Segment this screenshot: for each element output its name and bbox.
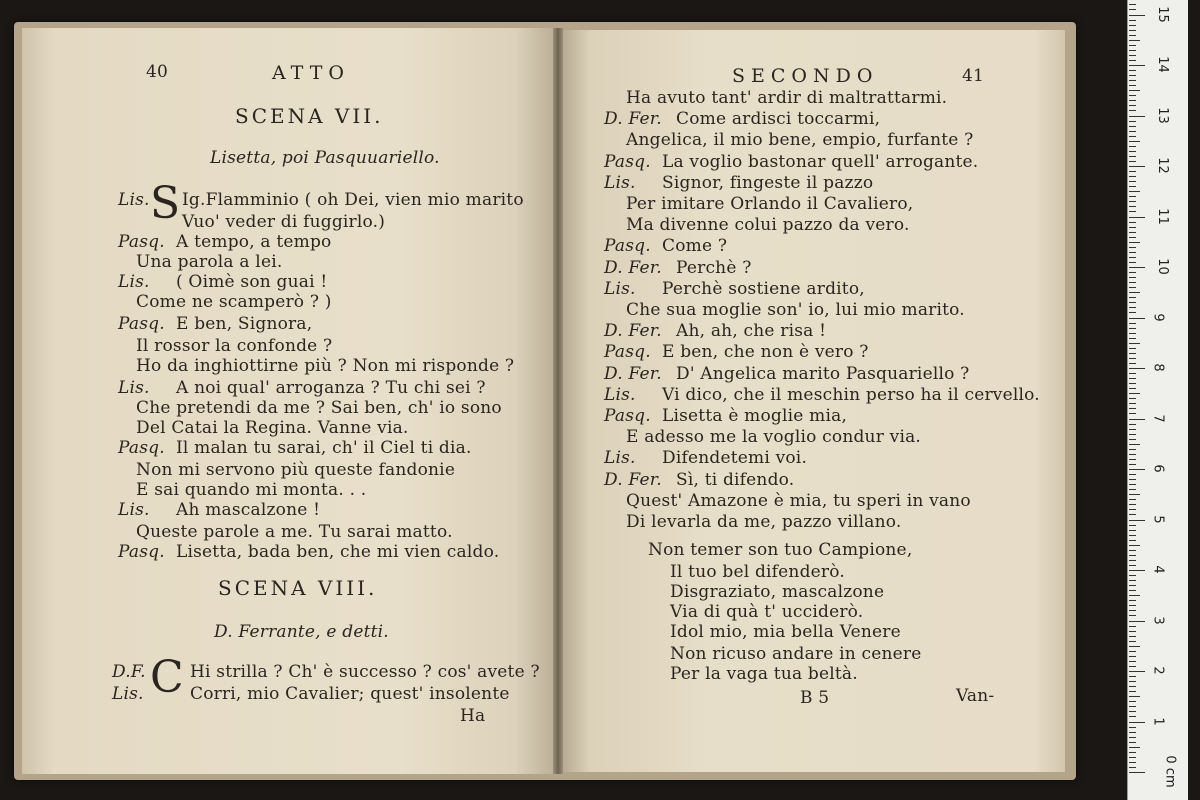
ruler-tick — [1129, 287, 1136, 288]
ruler-tick — [1129, 40, 1140, 41]
ruler-tick — [1129, 176, 1136, 177]
speaker-label: Pasq. — [118, 542, 165, 562]
ruler-tick — [1129, 469, 1145, 470]
ruler-tick — [1129, 242, 1140, 243]
speaker-label: D. Fer. — [604, 321, 662, 342]
ruler-tick — [1129, 146, 1136, 147]
ruler-tick — [1129, 312, 1136, 313]
speaker-label: D. Fer. — [604, 469, 662, 490]
speaker-label: Pasq. — [118, 314, 165, 334]
ruler-tick — [1129, 9, 1136, 10]
ruler-label: 12 — [1154, 157, 1170, 174]
ruler-tick — [1129, 509, 1136, 510]
ruler-tick — [1129, 65, 1145, 66]
speaker-label: D. Fer. — [604, 363, 662, 384]
ruler-label: 13 — [1154, 106, 1170, 124]
verse-line: Ha avuto tant' ardir di maltrattarmi. — [626, 88, 948, 108]
ruler-tick — [1129, 252, 1136, 253]
ruler-tick — [1129, 272, 1136, 273]
ruler-tick — [1129, 318, 1145, 319]
verse-line: D' Angelica marito Pasquariello ? — [676, 363, 970, 384]
running-head: ATTO — [272, 62, 350, 84]
ruler-tick — [1129, 4, 1136, 5]
ruler-tick — [1129, 727, 1136, 728]
ruler-tick — [1129, 439, 1136, 440]
ruler-tick — [1129, 772, 1145, 773]
ruler-tick — [1129, 110, 1136, 111]
ruler-label: 5 — [1150, 514, 1166, 524]
ruler-tick — [1129, 262, 1136, 263]
ruler-tick — [1129, 353, 1136, 354]
verse-line: Il rossor la confonde ? — [136, 336, 333, 356]
verse-line: Non mi servono più queste fandonie — [136, 460, 456, 480]
ruler-tick — [1129, 206, 1136, 207]
ruler-tick — [1129, 131, 1136, 132]
ruler-tick — [1129, 30, 1136, 31]
ruler-tick — [1129, 282, 1136, 283]
verse-line: Di levarla da me, pazzo villano. — [626, 512, 902, 532]
ruler-tick — [1129, 121, 1136, 122]
ruler-label: 8 — [1150, 363, 1166, 372]
drop-cap: C — [150, 652, 184, 703]
ruler-tick — [1129, 626, 1136, 627]
ruler-tick — [1129, 464, 1136, 465]
ruler-tick — [1129, 277, 1136, 278]
page-number: 40 — [146, 62, 169, 82]
ruler-tick — [1129, 201, 1136, 202]
speaker-label: Lis. — [604, 172, 636, 193]
ruler-tick — [1129, 479, 1136, 480]
aria-line: Non temer son tuo Campione, — [648, 540, 913, 560]
ruler-tick — [1129, 489, 1136, 490]
speaker-label: Lis. — [604, 448, 636, 469]
speaker-label: Lis. — [118, 378, 150, 398]
speaker-label: Lis. — [112, 684, 144, 704]
ruler-tick — [1129, 767, 1136, 768]
ruler-tick — [1129, 136, 1136, 137]
ruler-tick — [1129, 333, 1136, 334]
ruler-tick — [1129, 656, 1136, 657]
ruler-tick — [1129, 454, 1136, 455]
ruler-tick — [1129, 701, 1136, 702]
ruler-tick — [1129, 383, 1136, 384]
ruler-tick — [1129, 424, 1136, 425]
speaker-label: D.F. — [112, 662, 146, 682]
ruler-tick — [1129, 75, 1136, 76]
ruler-tick — [1129, 671, 1145, 672]
ruler-tick — [1129, 474, 1136, 475]
verse-line: Come ardisci toccarmi, — [676, 109, 881, 130]
verse-line: E ben, che non è vero ? — [662, 342, 869, 363]
ruler-tick — [1129, 434, 1136, 435]
ruler-tick — [1129, 393, 1140, 394]
ruler-tick — [1129, 711, 1136, 712]
verse-line: Lisetta è moglie mia, — [662, 406, 848, 426]
ruler-tick — [1129, 525, 1136, 526]
ruler-tick — [1129, 232, 1136, 233]
ruler-tick — [1129, 257, 1136, 258]
ruler-tick — [1129, 363, 1136, 364]
ruler-tick — [1129, 545, 1140, 546]
ruler-tick — [1129, 732, 1136, 733]
drop-cap: S — [150, 178, 181, 229]
aria-line: Via di quà t' ucciderò. — [670, 602, 864, 622]
ruler-tick — [1129, 408, 1136, 409]
verse-line: Che sua moglie son' io, lui mio marito. — [626, 300, 965, 320]
verse-line: E sai quando mi monta. . . — [136, 480, 367, 500]
ruler-tick — [1129, 691, 1136, 692]
ruler-tick — [1129, 328, 1136, 329]
ruler-tick — [1129, 499, 1136, 500]
scene-heading: SCENA VII. — [235, 104, 384, 128]
ruler-tick — [1129, 494, 1140, 495]
ruler-tick — [1129, 297, 1136, 298]
verse-line: Sì, ti difendo. — [676, 469, 795, 490]
verse-line: Che pretendi da me ? Sai ben, ch' io sono — [136, 398, 502, 418]
ruler-tick — [1129, 35, 1136, 36]
ruler-label: 2 — [1150, 666, 1166, 675]
ruler-tick — [1129, 565, 1136, 566]
ruler-tick — [1129, 267, 1145, 268]
speaker-label: Pasq. — [118, 232, 165, 252]
ruler-tick — [1129, 141, 1140, 142]
aria-line: Per la vaga tua beltà. — [670, 664, 858, 684]
ruler-tick — [1129, 560, 1136, 561]
ruler-tick — [1129, 752, 1136, 753]
ruler-label: 0 cm — [1162, 755, 1178, 788]
verse-line: Come ne scamperò ? ) — [136, 292, 332, 312]
ruler-tick — [1129, 186, 1136, 187]
scene-heading: SCENA VIII. — [218, 576, 378, 600]
ruler-tick — [1129, 50, 1136, 51]
verse-line: Ma divenne colui pazzo da vero. — [626, 215, 910, 236]
ruler-tick — [1129, 343, 1140, 344]
ruler-tick — [1129, 550, 1136, 551]
ruler-tick — [1129, 323, 1136, 324]
verse-line: E adesso me la voglio condur via. — [626, 427, 922, 448]
verse-line: Ho da inghiottirne più ? Non mi risponde ? — [136, 356, 515, 376]
ruler-tick — [1129, 70, 1136, 71]
ruler-tick — [1129, 722, 1145, 723]
ruler-tick — [1129, 615, 1136, 616]
ruler-tick — [1129, 171, 1136, 172]
ruler-tick — [1129, 742, 1136, 743]
ruler-tick — [1129, 388, 1136, 389]
ruler-tick — [1129, 161, 1136, 162]
ruler-tick — [1129, 570, 1145, 571]
ruler-tick — [1129, 95, 1136, 96]
ruler-tick — [1129, 237, 1136, 238]
verse-line: Queste parole a me. Tu sarai matto. — [136, 522, 453, 542]
ruler-tick — [1129, 60, 1136, 61]
verse-line: A tempo, a tempo — [176, 232, 332, 252]
verse-line: Del Catai la Regina. Vanne via. — [136, 418, 409, 438]
ruler-tick — [1129, 641, 1136, 642]
speaker-label: Lis. — [604, 278, 636, 299]
verse-line: Angelica, il mio bene, empio, furfante ? — [626, 130, 974, 151]
ruler-tick — [1129, 247, 1136, 248]
ruler-tick — [1129, 15, 1145, 16]
catchword: Ha — [460, 706, 486, 726]
ruler-tick — [1129, 45, 1136, 46]
ruler-tick — [1129, 575, 1136, 576]
ruler-tick — [1129, 338, 1136, 339]
speaker-label: Lis. — [118, 190, 150, 210]
aria-line: Il tuo bel difenderò. — [670, 562, 845, 582]
ruler-tick — [1129, 444, 1140, 445]
verse-line: Ah, ah, che risa ! — [676, 321, 827, 342]
ruler-tick — [1129, 348, 1136, 349]
scene-characters: D. Ferrante, e detti. — [214, 622, 389, 642]
ruler-tick — [1129, 681, 1136, 682]
ruler-tick — [1129, 358, 1136, 359]
speaker-label: Lis. — [118, 272, 150, 292]
ruler-tick — [1129, 25, 1136, 26]
ruler-tick — [1129, 646, 1140, 647]
verse-line: Il malan tu sarai, ch' il Ciel ti dia. — [176, 438, 472, 458]
ruler-tick — [1129, 100, 1136, 101]
ruler-tick — [1129, 605, 1136, 606]
ruler-tick — [1129, 757, 1136, 758]
ruler-tick — [1129, 181, 1136, 182]
verse-line: La voglio bastonar quell' arrogante. — [662, 151, 979, 172]
ruler-tick — [1129, 504, 1136, 505]
verse-line: Ah mascalzone ! — [176, 500, 321, 520]
ruler-tick — [1129, 540, 1136, 541]
ruler-tick — [1129, 706, 1136, 707]
ruler-tick — [1129, 696, 1140, 697]
ruler-tick — [1129, 302, 1136, 303]
ruler-label: 4 — [1150, 565, 1166, 574]
ruler-tick — [1129, 535, 1136, 536]
verse-line: Per imitare Orlando il Cavaliero, — [626, 194, 914, 214]
ruler-tick — [1129, 737, 1136, 738]
ruler-tick — [1129, 85, 1136, 86]
ruler-tick — [1129, 636, 1136, 637]
verse-line: Signor, fingeste il pazzo — [662, 172, 874, 193]
ruler-tick — [1129, 307, 1136, 308]
ruler-tick — [1129, 398, 1136, 399]
verse-line: Corri, mio Cavalier; quest' insolente — [190, 684, 510, 704]
ruler-tick — [1129, 595, 1140, 596]
ruler-label: 15 — [1154, 5, 1170, 23]
ruler-tick — [1129, 126, 1136, 127]
verse-line: Hi strilla ? Ch' è successo ? cos' avete ? — [190, 662, 540, 682]
ruler-tick — [1129, 686, 1136, 687]
ruler-tick — [1129, 666, 1136, 667]
ruler-tick — [1129, 378, 1136, 379]
ruler-tick — [1129, 449, 1136, 450]
speaker-label: Pasq. — [604, 236, 651, 257]
ruler-tick — [1129, 116, 1145, 117]
ruler-tick — [1129, 514, 1136, 515]
verse-line: E ben, Signora, — [176, 314, 313, 334]
ruler-tick — [1129, 368, 1145, 369]
signature-mark: B 5 — [800, 688, 830, 708]
ruler-label: 7 — [1150, 413, 1166, 423]
ruler-tick — [1129, 610, 1136, 611]
ruler-tick — [1129, 762, 1136, 763]
verse-line: Come ? — [662, 236, 728, 257]
ruler-tick — [1129, 211, 1136, 212]
ruler-tick — [1129, 484, 1136, 485]
scene-characters: Lisetta, poi Pasquuariello. — [210, 148, 440, 168]
ruler-tick — [1129, 191, 1140, 192]
speaker-label: Pasq. — [604, 406, 651, 426]
ruler-label: 11 — [1154, 207, 1170, 225]
ruler-tick — [1129, 580, 1136, 581]
verse-line: Vi dico, che il meschin perso ha il cervello. — [662, 384, 1040, 405]
ruler-tick — [1129, 631, 1136, 632]
ruler-tick — [1129, 600, 1136, 601]
ruler-tick — [1129, 403, 1136, 404]
ruler-tick — [1129, 651, 1136, 652]
page-number: 41 — [962, 66, 985, 86]
ruler-tick — [1129, 413, 1136, 414]
ruler-tick — [1129, 676, 1136, 677]
verse-line: Perchè sostiene ardito, — [662, 278, 865, 299]
ruler-tick — [1129, 80, 1136, 81]
ruler-tick — [1129, 520, 1145, 521]
verse-line: Lisetta, bada ben, che mi vien caldo. — [176, 542, 500, 562]
ruler-tick — [1129, 661, 1136, 662]
ruler-tick — [1129, 716, 1136, 717]
ruler-tick — [1129, 20, 1136, 21]
aria-line: Disgraziato, mascalzone — [670, 582, 885, 602]
verse-line: Difendetemi voi. — [662, 448, 808, 469]
verse-line: Una parola a lei. — [136, 252, 283, 272]
ruler-tick — [1129, 373, 1136, 374]
aria-line: Idol mio, mia bella Venere — [670, 622, 901, 642]
ruler-label: 10 — [1154, 258, 1170, 275]
ruler-tick — [1129, 419, 1145, 420]
ruler-tick — [1129, 196, 1136, 197]
speaker-label: D. Fer. — [604, 257, 662, 278]
verse-line: ( Oimè son guai ! — [176, 272, 328, 292]
ruler-tick — [1129, 90, 1140, 91]
ruler-tick — [1129, 217, 1145, 218]
ruler-tick — [1129, 105, 1136, 106]
speaker-label: D. Fer. — [604, 109, 662, 130]
ruler-tick — [1129, 429, 1136, 430]
ruler-label: 14 — [1154, 56, 1170, 73]
ruler-tick — [1129, 530, 1136, 531]
ruler-tick — [1129, 555, 1136, 556]
ruler-label: 3 — [1150, 615, 1166, 625]
verse-line: A noi qual' arroganza ? Tu chi sei ? — [176, 378, 486, 398]
verse-line: Quest' Amazone è mia, tu speri in vano — [626, 490, 971, 511]
measuring-ruler — [1127, 0, 1188, 800]
book-gutter — [553, 28, 563, 774]
ruler-tick — [1129, 747, 1140, 748]
ruler-tick — [1129, 156, 1136, 157]
ruler-tick — [1129, 621, 1145, 622]
ruler-tick — [1129, 459, 1136, 460]
ruler-label: 6 — [1150, 464, 1166, 473]
catchword: Van- — [956, 686, 995, 706]
verse-line: Ig.Flamminio ( oh Dei, vien mio marito — [182, 190, 524, 210]
ruler-tick — [1129, 292, 1140, 293]
ruler-tick — [1129, 166, 1145, 167]
verse-line: Vuo' veder di fuggirlo.) — [182, 212, 386, 232]
aria-line: Non ricuso andare in cenere — [670, 644, 922, 664]
ruler-tick — [1129, 227, 1136, 228]
verse-line: Perchè ? — [676, 257, 752, 278]
speaker-label: Pasq. — [118, 438, 165, 458]
ruler-tick — [1129, 222, 1136, 223]
speaker-label: Pasq. — [604, 342, 651, 363]
ruler-label: 9 — [1150, 312, 1166, 322]
ruler-tick — [1129, 590, 1136, 591]
speaker-label: Lis. — [604, 384, 636, 405]
ruler-tick — [1129, 55, 1136, 56]
ruler-tick — [1129, 151, 1136, 152]
speaker-label: Lis. — [118, 500, 150, 520]
ruler-tick — [1129, 585, 1136, 586]
running-head: SECONDO — [732, 65, 879, 87]
ruler-label: 1 — [1150, 716, 1166, 726]
speaker-label: Pasq. — [604, 151, 651, 172]
